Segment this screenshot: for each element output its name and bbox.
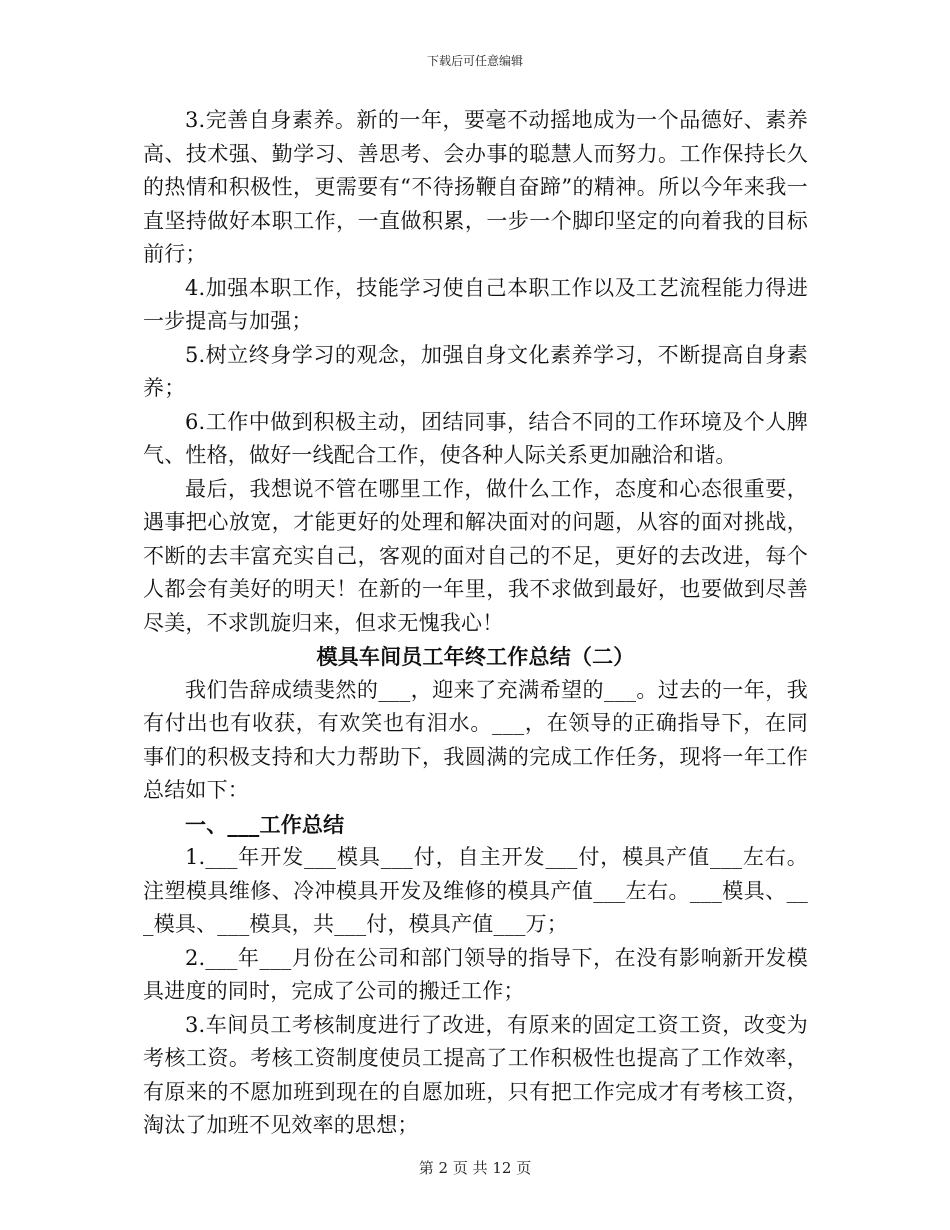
paragraph-conclusion: 最后，我想说不管在哪里工作，做什么工作，态度和心态很重要，遇事把心放宽，才能更好的处理和解决面对的问题，从容的面对挑战，不断的去丰富充实自己，客观的面对自己的不足，更好的去改进，每个人都会有美好的明天！在新的一年里，我不求做到最好，也要做到尽善尽美，不求凯旋归来，但求无愧我心！ <box>143 476 808 635</box>
paragraph-item-6: 6.工作中做到积极主动，团结同事，结合不同的工作环境及个人脾气、性格，做好一线配合工作，使各种人际关系更加融洽和谐。 <box>143 409 808 467</box>
subheading: 一、___工作总结 <box>185 811 345 837</box>
paragraph-summary-2: 2.___年___月份在公司和部门领导的指导下，在没有影响新开发模具进度的同时，完成了公司的搬迁工作； <box>143 945 808 1003</box>
paragraph-item-4: 4.加强本职工作，技能学习使自己本职工作以及工艺流程能力得进一步提高与加强； <box>143 275 808 333</box>
paragraph-item-3: 3.完善自身素养。新的一年，要毫不动摇地成为一个品德好、素养高、技术强、勤学习、善思考、会办事的聪慧人而努力。工作保持长久的热情和积极性，更需要有“不待扬鞭自奋蹄”的精神。所以今年来我一直坚持做好本职工作，一直做积累，一步一个脚印坚定的向着我的目标前行； <box>143 108 808 266</box>
paragraph-intro: 我们告辞成绩斐然的___，迎来了充满希望的___。过去的一年，我有付出也有收获，有欢笑也有泪水。___，在领导的正确指导下，在同事们的积极支持和大力帮助下，我圆满的完成工作任务，现将一年工作总结如下： <box>143 677 808 802</box>
section-title: 模具车间员工年终工作总结（二） <box>316 644 635 669</box>
page-footer: 第 2 页 共 12 页 <box>418 1159 532 1177</box>
document-body <box>143 104 808 1143</box>
paragraph-item-5: 5.树立终身学习的观念，加强自身文化素养学习，不断提高自身素养； <box>143 342 808 400</box>
paragraph-summary-1: 1.___年开发___模具___付，自主开发___付，模具产值___左右。注塑模具维修、冷冲模具开发及维修的模具产值___左右。___模具、___模具、___模具，共___付，模具产值___万； <box>143 845 808 936</box>
page-header: 下载后可任意编辑 <box>426 54 523 68</box>
paragraph-summary-3: 3.车间员工考核制度进行了改进，有原来的固定工资工资，改变为考核工资。考核工资制度使员工提高了工作积极性也提高了工作效率，有原来的不愿加班到现在的自愿加班，只有把工作完成才有考核工资，淘汰了加班不见效率的思想； <box>143 1012 808 1137</box>
